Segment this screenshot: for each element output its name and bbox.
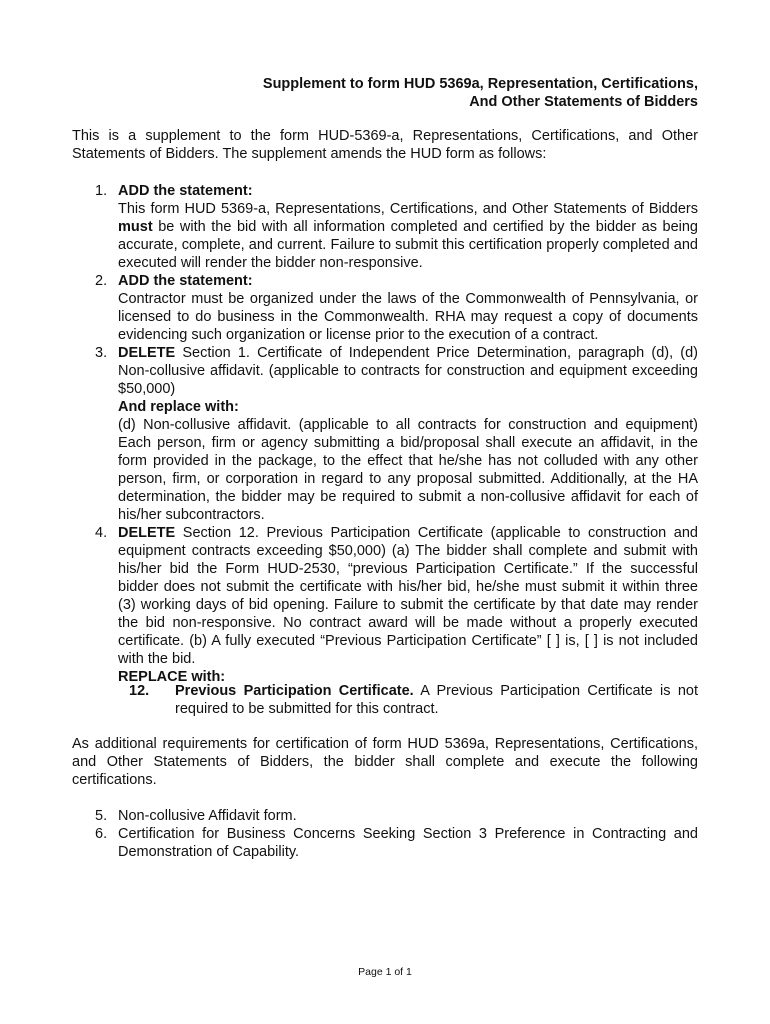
emphasis-text: must bbox=[118, 219, 153, 235]
item-number: 6. bbox=[95, 826, 108, 842]
delete-keyword: DELETE bbox=[118, 525, 176, 541]
item-body bbox=[118, 524, 698, 668]
sublist-wrapper bbox=[72, 682, 698, 718]
list-item bbox=[72, 182, 698, 272]
item-text: be with the bid with all information completed and certified by the bidder as being accurate, complete, and current. Failure to submit this certification properly completed and executed will render the bidder non-responsive. bbox=[118, 219, 698, 271]
item-number: 5. bbox=[95, 808, 108, 824]
delete-keyword: DELETE bbox=[118, 345, 176, 361]
list-item bbox=[72, 807, 698, 825]
item-text: This form HUD 5369-a, Representations, Certifications, and Other Statements of Bidders bbox=[118, 201, 698, 217]
item-body: Non-collusive Affidavit form. bbox=[118, 808, 297, 824]
title-line-2: And Other Statements of Bidders bbox=[469, 94, 698, 110]
replace-heading: REPLACE with: bbox=[118, 669, 226, 685]
amendment-list bbox=[72, 182, 698, 686]
item-heading: ADD the statement: bbox=[118, 273, 253, 289]
list-item bbox=[72, 344, 698, 524]
item-body: Certification for Business Concerns Seeking Section 3 Preference in Contracting and Demonstration of Capability. bbox=[118, 826, 698, 860]
item-number: 4. bbox=[95, 525, 108, 541]
list-item bbox=[72, 524, 698, 686]
sub-item-heading: Previous Participation Certificate. bbox=[175, 683, 414, 699]
item-body bbox=[118, 344, 698, 398]
intro-paragraph: This is a supplement to the form HUD-5369-a, Representations, Certifications, and Other Statements of Bidders. The supplement amends the HUD form as follows: bbox=[72, 128, 698, 162]
document-title bbox=[263, 75, 698, 111]
item-number: 1. bbox=[95, 183, 108, 199]
item-text: Section 12. Previous Participation Certificate (applicable to construction and equipment contracts exceeding $50,000) (a) The bidder shall complete and submit with his/her bid the Form HUD-2530, “previous Participation Certificate.” If the successful bidder does not submit the certificate with his/her bid, he/she must submit it within three (3) working days of bid opening. Failure to submit the certificate by that date may render the bid non-responsive. No contract award will be made without a properly executed certificate. (b) A fully executed “Previous Participation Certificate” [ ] is, [ ] is not included with the bid. bbox=[118, 525, 698, 667]
item-text: Section 1. Certificate of Independent Price Determination, paragraph (d), (d) Non-collusive affidavit. (applicable to contracts for construction and equipment exceeding $50,000) bbox=[118, 345, 698, 397]
sub-item-number: 12. bbox=[129, 683, 150, 699]
list-item bbox=[72, 272, 698, 344]
certification-list bbox=[72, 807, 698, 861]
replace-body: (d) Non-collusive affidavit. (applicable to all contracts for construction and equipment) Each person, firm or agency submitting a bid/proposal shall execute an affidavit, in the form provided in the package, to the effect that he/she has not colluded with any other person, firm, or corporation in regard to any proposal submitted. Additionally, at the HA determination, the bidder may be required to submit a non-collusive affidavit for each of his/her subcontractors. bbox=[118, 417, 698, 523]
page-number: Page 1 of 1 bbox=[358, 966, 412, 978]
item-number: 2. bbox=[95, 273, 108, 289]
replace-heading: And replace with: bbox=[118, 399, 239, 415]
replacement-sublist bbox=[72, 682, 698, 718]
sub-item-text: A Previous Participation Certificate is not required to be submitted for this contract. bbox=[175, 683, 698, 717]
item-heading: ADD the statement: bbox=[118, 183, 253, 199]
additional-requirements-paragraph: As additional requirements for certification of form HUD 5369a, Representations, Certifications, and Other Statements of Bidders, the bidder shall complete and execute the following certifications. bbox=[72, 736, 698, 788]
title-line-1: Supplement to form HUD 5369a, Representation, Certifications, bbox=[262, 76, 698, 92]
item-number: 3. bbox=[95, 345, 108, 361]
item-body bbox=[118, 200, 698, 272]
sub-list-item bbox=[118, 682, 698, 718]
item-body: Contractor must be organized under the laws of the Commonwealth of Pennsylvania, or licensed to do business in the Commonwealth. RHA may request a copy of documents evidencing such organization or license prior to the execution of a contract. bbox=[118, 291, 698, 343]
list-item bbox=[72, 825, 698, 861]
